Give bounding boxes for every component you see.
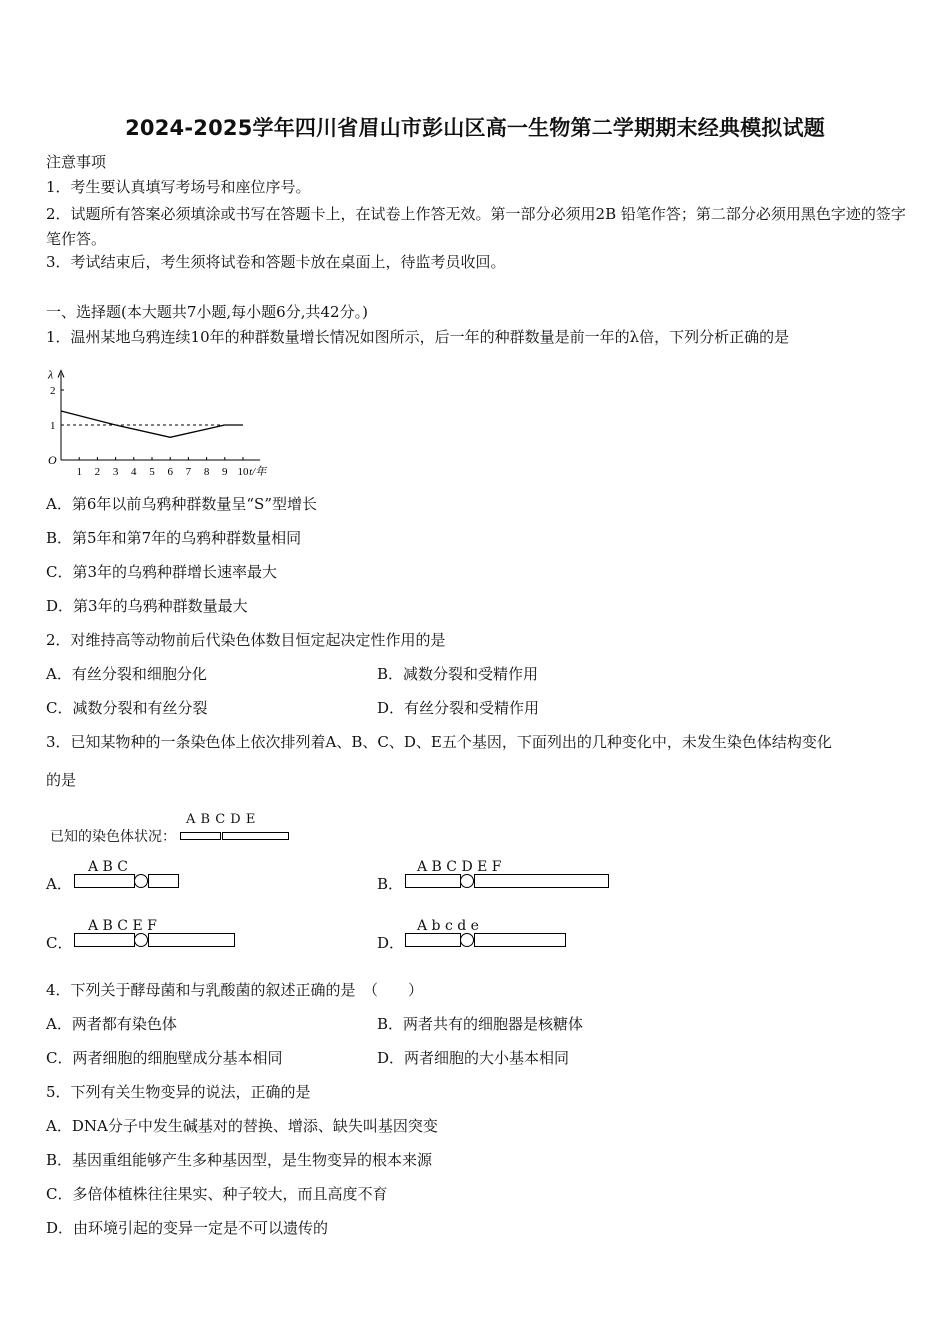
q4-option-a[interactable]: A．两者都有染色体 <box>46 1015 177 1033</box>
x-tick-label: 1 <box>76 466 82 476</box>
notice-item-2: 2．试题所有答案必须填涂或书写在答题卡上，在试卷上作答无效。第一部分必须用2B 铅笔作答；第二部分必须用黑色字迹的签字笔作答。 <box>46 205 906 248</box>
origin-label: O <box>48 453 57 467</box>
notice-item-1: 1．考生要认真填写考场号和座位序号。 <box>46 178 311 196</box>
x-tick-label: 7 <box>185 466 192 476</box>
q2-option-a[interactable]: A．有丝分裂和细胞分化 <box>46 665 207 683</box>
q5-option-a[interactable]: A．DNA分子中发生碱基对的替换、增添、缺失叫基因突变 <box>46 1117 438 1135</box>
q3-c-genes: A B C E F <box>88 918 157 934</box>
q1-option-a[interactable]: A．第6年以前乌鸦种群数量呈“S”型增长 <box>46 495 317 513</box>
question-1-stem: 1．温州某地乌鸦连续10年的种群数量增长情况如图所示，后一年的种群数量是前一年的λ倍，下列分析正确的是 <box>46 328 790 346</box>
x-axis-label: t/年 <box>249 466 267 476</box>
x-tick-label: 2 <box>94 466 101 476</box>
q3-d-genes: A b c d e <box>417 918 479 934</box>
q3-a-chromosome <box>74 872 182 890</box>
q3-c-chromosome <box>74 931 238 949</box>
q1-option-d[interactable]: D．第3年的乌鸦种群数量最大 <box>46 597 248 615</box>
x-tick-label: 3 <box>112 466 119 476</box>
q4-option-c[interactable]: C．两者细胞的细胞壁成分基本相同 <box>46 1049 283 1067</box>
x-tick-label: 8 <box>203 466 210 476</box>
x-tick-label: 10 <box>237 466 249 476</box>
q4-option-b[interactable]: B．两者共有的细胞器是核糖体 <box>377 1015 584 1033</box>
lambda-series-line <box>61 411 243 437</box>
question-4-stem: 4．下列关于酵母菌和与乳酸菌的叙述正确的是 （ ） <box>46 981 424 999</box>
page-title: 2024-2025学年四川省眉山市彭山区高一生物第二学期期末经典模拟试题 <box>125 116 825 140</box>
known-chromosome <box>180 830 294 842</box>
question-2-stem: 2．对维持高等动物前后代染色体数目恒定起决定性作用的是 <box>46 631 446 649</box>
notice-heading: 注意事项 <box>46 153 107 171</box>
q2-option-d[interactable]: D．有丝分裂和受精作用 <box>377 699 540 717</box>
q5-option-b[interactable]: B．基因重组能够产生多种基因型，是生物变异的根本来源 <box>46 1151 433 1169</box>
x-tick-label: 5 <box>149 466 155 476</box>
q2-option-c[interactable]: C．减数分裂和有丝分裂 <box>46 699 208 717</box>
section-heading: 一、选择题(本大题共7小题,每小题6分,共42分。) <box>46 303 368 321</box>
q3-option-b[interactable]: B． <box>377 875 404 893</box>
q1-option-b[interactable]: B．第5年和第7年的乌鸦种群数量相同 <box>46 529 302 547</box>
known-chromosome-label: 已知的染色体状况： <box>50 829 176 845</box>
x-tick-label: 9 <box>222 466 228 476</box>
q3-d-chromosome <box>405 931 569 949</box>
q3-option-a[interactable]: A． <box>46 875 72 893</box>
q5-option-d[interactable]: D．由环境引起的变异一定是不可以遗传的 <box>46 1219 329 1237</box>
known-gene-letters: A B C D E <box>186 812 256 827</box>
q3-b-chromosome <box>405 872 611 890</box>
x-tick-label: 4 <box>131 466 137 476</box>
y-axis-label: λ <box>48 367 54 382</box>
q1-option-c[interactable]: C．第3年的乌鸦种群增长速率最大 <box>46 563 278 581</box>
lambda-chart <box>44 352 276 476</box>
question-5-stem: 5．下列有关生物变异的说法，正确的是 <box>46 1083 311 1101</box>
q5-option-c[interactable]: C．多倍体植株往往果实、种子较大，而且高度不育 <box>46 1185 388 1203</box>
question-3-stem: 3．已知某物种的一条染色体上依次排列着A、B、C、D、E五个基因，下面列出的几种变化中，未发生染色体结构变化 <box>46 733 832 751</box>
q3-option-c[interactable]: C． <box>46 934 73 952</box>
q3-b-genes: A B C D E F <box>417 859 502 875</box>
notice-item-3: 3．考试结束后，考生须将试卷和答题卡放在桌面上，待监考员收回。 <box>46 253 506 271</box>
q2-option-b[interactable]: B．减数分裂和受精作用 <box>377 665 539 683</box>
q4-option-d[interactable]: D．两者细胞的大小基本相同 <box>377 1049 570 1067</box>
y-tick-label: 1 <box>50 420 56 432</box>
y-tick-label: 2 <box>50 385 56 397</box>
x-tick-label: 6 <box>167 466 173 476</box>
question-3-stem-cont: 的是 <box>46 771 77 789</box>
q3-option-d[interactable]: D． <box>377 934 405 952</box>
q3-a-genes: A B C <box>88 859 129 875</box>
